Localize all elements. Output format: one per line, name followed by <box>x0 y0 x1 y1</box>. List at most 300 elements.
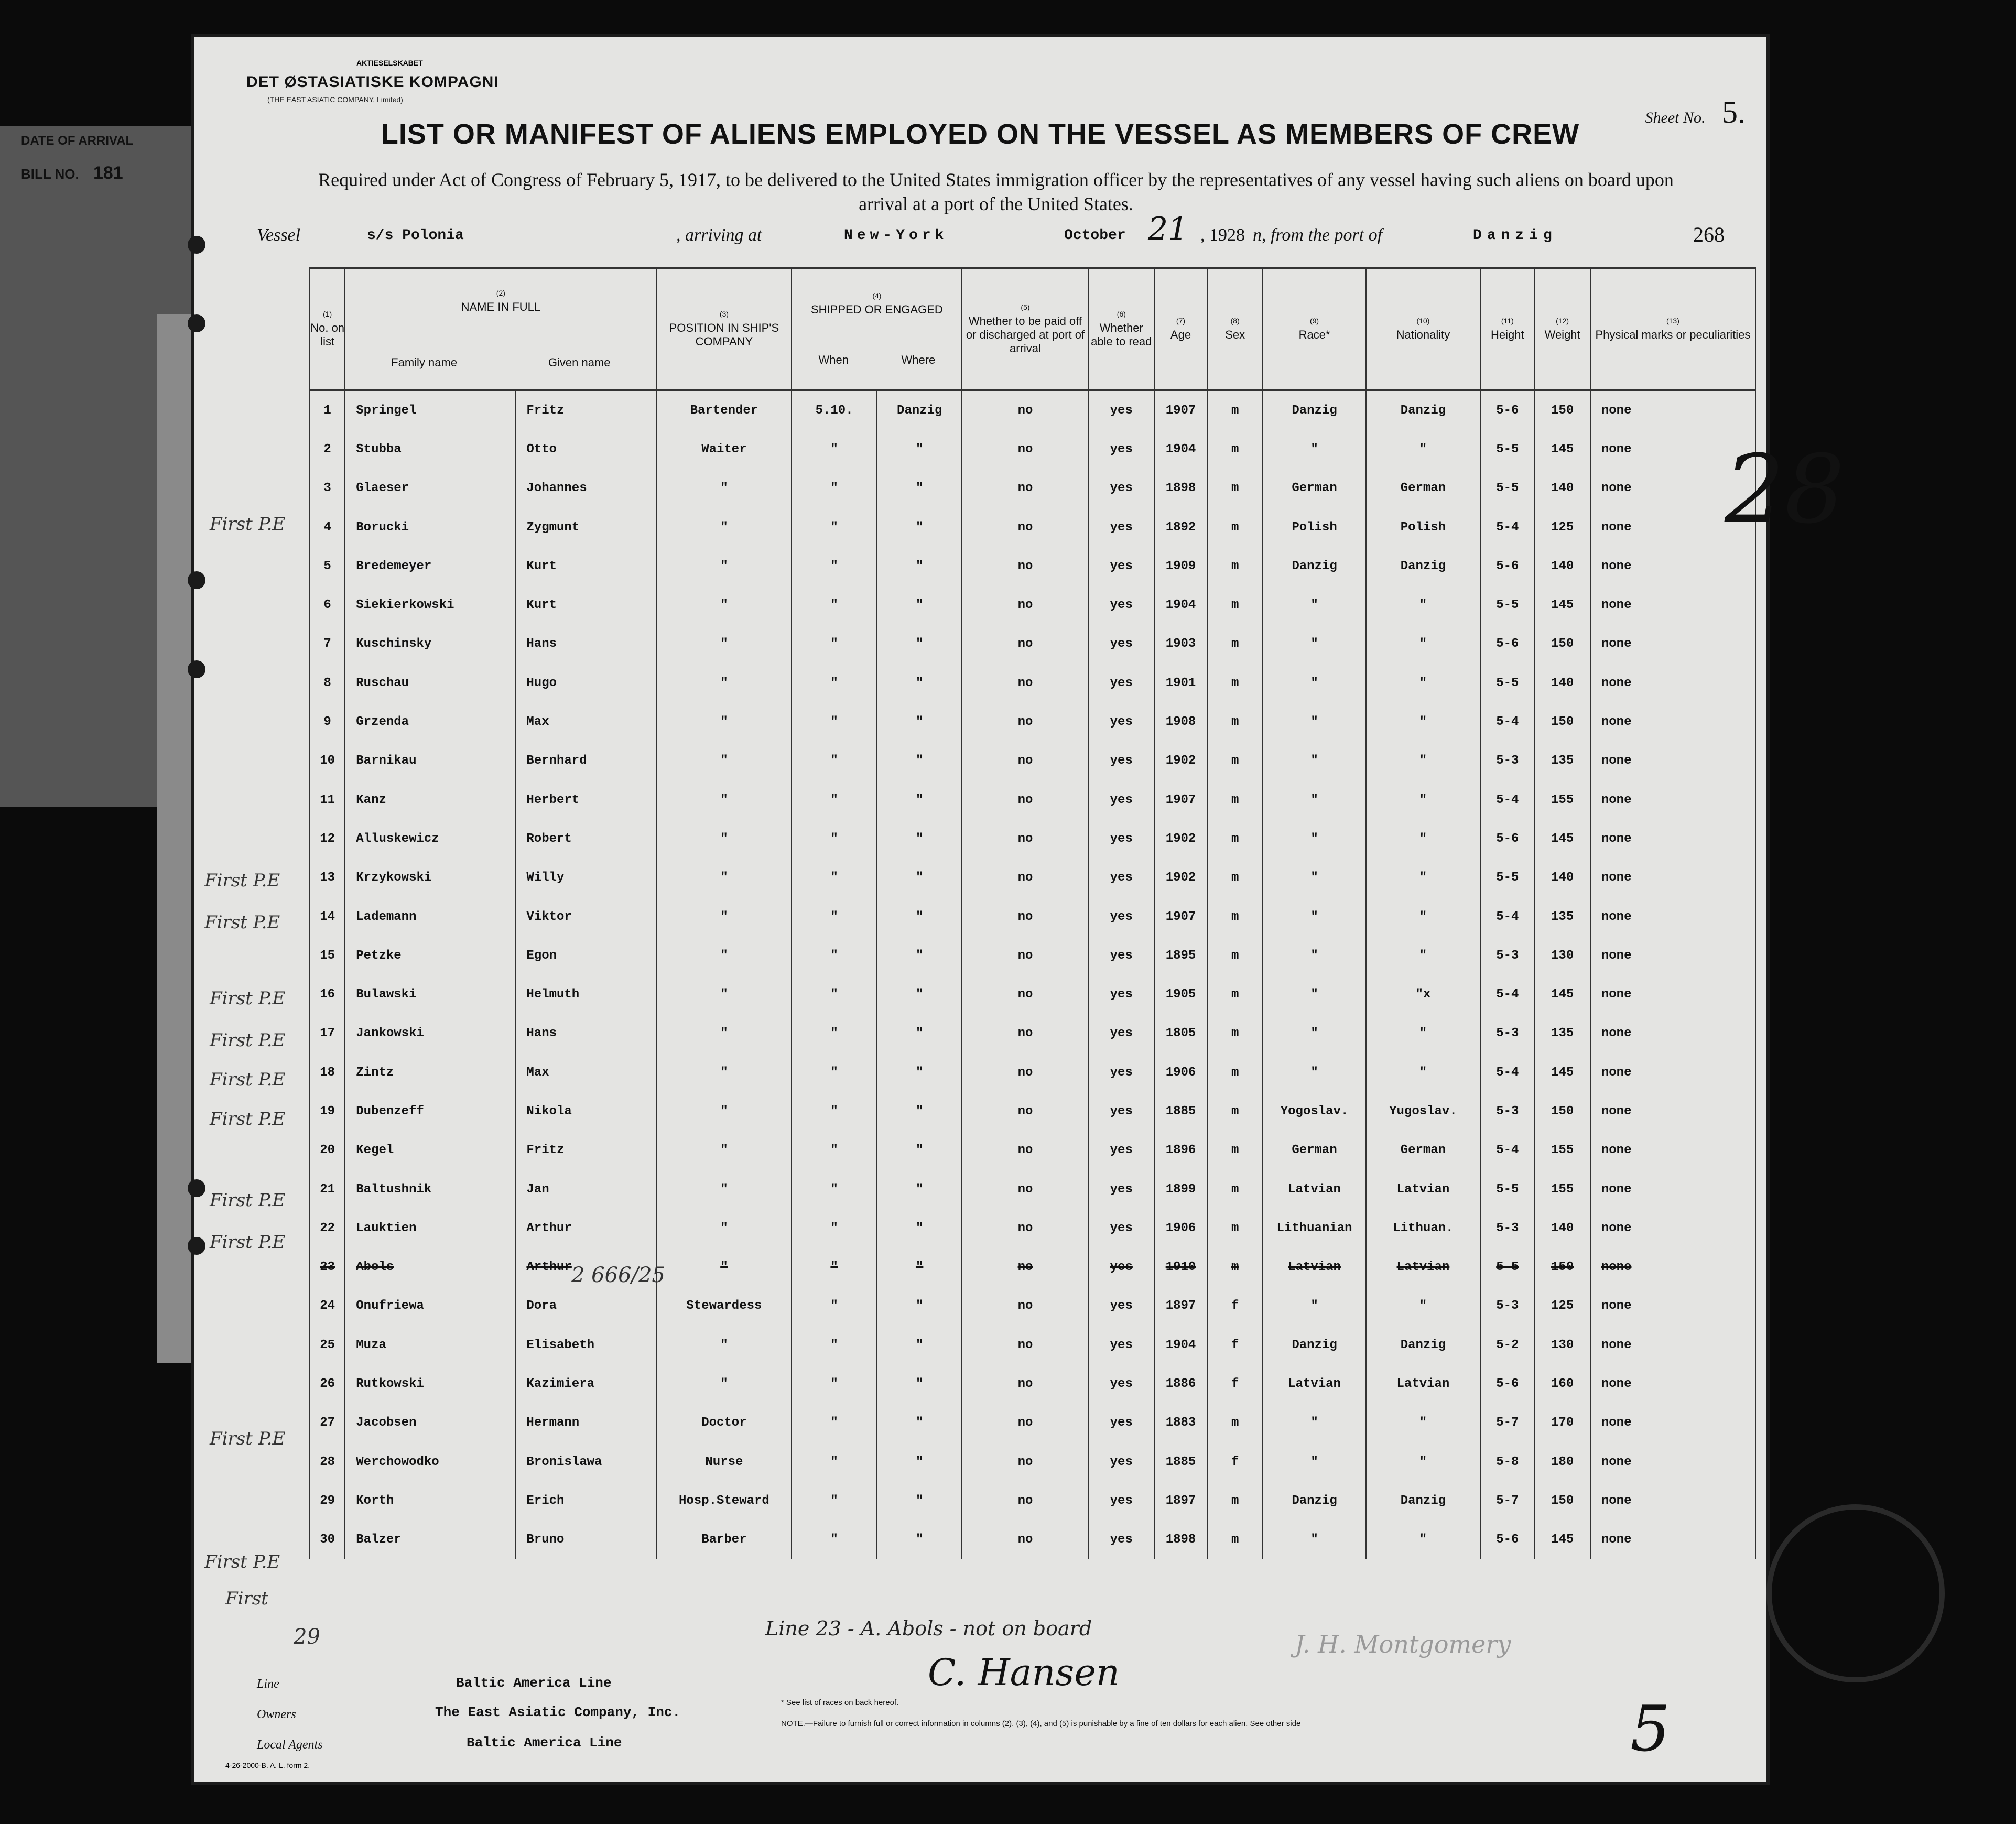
shipped-when-cell: " <box>792 547 877 585</box>
physical-marks-cell: none <box>1590 897 1755 936</box>
given-name-cell: Fritz <box>515 390 656 430</box>
weight-cell: 145 <box>1534 975 1590 1014</box>
shipped-when-cell: " <box>792 469 877 508</box>
col-subheader-given: Given name <box>548 356 611 369</box>
position-cell: " <box>656 859 792 897</box>
race-cell: " <box>1263 1442 1365 1481</box>
height-cell: 5-5 <box>1480 430 1534 469</box>
table-row <box>310 859 1755 897</box>
physical-marks-cell: none <box>1590 780 1755 819</box>
shipped-when-cell: " <box>792 702 877 741</box>
row-number-cell: 16 <box>310 975 345 1014</box>
weight-cell: 135 <box>1534 742 1590 780</box>
weight-cell: 150 <box>1534 390 1590 430</box>
paid-off-cell: no <box>962 469 1088 508</box>
punch-hole <box>188 1237 205 1255</box>
given-name-cell: Helmuth <box>515 975 656 1014</box>
nationality-cell: Yugoslav. <box>1366 1092 1481 1131</box>
family-name-cell: Kuschinsky <box>345 625 515 664</box>
weight-cell: 135 <box>1534 897 1590 936</box>
able-to-read-cell: yes <box>1088 1364 1154 1403</box>
height-cell: 5-6 <box>1480 1364 1534 1403</box>
shipped-when-cell: " <box>792 1364 877 1403</box>
nationality-cell: German <box>1366 469 1481 508</box>
shipped-where-cell: " <box>877 664 962 702</box>
paid-off-cell: no <box>962 1442 1088 1481</box>
row-number-cell: 20 <box>310 1131 345 1170</box>
age-cell: 1906 <box>1154 1053 1207 1092</box>
nationality-cell: Danzig <box>1366 1326 1481 1364</box>
row-number-cell: 22 <box>310 1209 345 1247</box>
bottom-handwritten-number: 5 <box>1630 1693 1671 1766</box>
col-header-nationality: (10) Nationality <box>1366 268 1481 390</box>
age-cell: 1898 <box>1154 1521 1207 1559</box>
family-name-cell: Glaeser <box>345 469 515 508</box>
position-cell: " <box>656 702 792 741</box>
position-cell: " <box>656 1092 792 1131</box>
row-number-cell: 27 <box>310 1404 345 1442</box>
table-row <box>310 1364 1755 1403</box>
shipped-when-cell: " <box>792 1209 877 1247</box>
table-row <box>310 1092 1755 1131</box>
height-cell: 5-6 <box>1480 819 1534 858</box>
position-cell: " <box>656 1209 792 1247</box>
signature-hansen: C. Hansen <box>928 1651 1120 1694</box>
col-subheader-family: Family name <box>391 356 458 369</box>
paid-off-cell: no <box>962 742 1088 780</box>
shipped-where-cell: " <box>877 547 962 585</box>
position-cell: Bartender <box>656 390 792 430</box>
able-to-read-cell: yes <box>1088 859 1154 897</box>
table-row <box>310 1326 1755 1364</box>
margin-note-row26: First P.E <box>210 1428 286 1449</box>
background-ring <box>1766 1504 1945 1682</box>
row-number-cell: 25 <box>310 1326 345 1364</box>
row-number-cell: 4 <box>310 508 345 547</box>
family-name-cell: Springel <box>345 390 515 430</box>
able-to-read-cell: yes <box>1088 742 1154 780</box>
position-cell: " <box>656 780 792 819</box>
family-name-cell: Lauktien <box>345 1209 515 1247</box>
shipped-where-cell: " <box>877 508 962 547</box>
weight-cell: 150 <box>1534 702 1590 741</box>
shipped-where-cell: " <box>877 975 962 1014</box>
paid-off-cell: no <box>962 1364 1088 1403</box>
physical-marks-cell: none <box>1590 625 1755 664</box>
col-header-position: (3) POSITION IN SHIP'S COMPANY <box>656 268 792 390</box>
margin-note-row3: First P.E <box>210 514 286 535</box>
position-cell: " <box>656 1131 792 1170</box>
race-cell: " <box>1263 975 1365 1014</box>
able-to-read-cell: yes <box>1088 1248 1154 1287</box>
age-cell: 1885 <box>1154 1442 1207 1481</box>
age-cell: 1902 <box>1154 859 1207 897</box>
shipped-when-cell: " <box>792 819 877 858</box>
position-cell: Nurse <box>656 1442 792 1481</box>
physical-marks-cell: none <box>1590 1014 1755 1053</box>
age-cell: 1904 <box>1154 430 1207 469</box>
position-cell: Hosp.Steward <box>656 1481 792 1520</box>
paid-off-cell: no <box>962 508 1088 547</box>
given-name-cell: Kurt <box>515 547 656 585</box>
age-cell: 1897 <box>1154 1481 1207 1520</box>
physical-marks-cell: none <box>1590 1248 1755 1287</box>
shipped-where-cell: " <box>877 1209 962 1247</box>
physical-marks-cell: none <box>1590 975 1755 1014</box>
race-cell: Latvian <box>1263 1170 1365 1209</box>
row-number-cell: 10 <box>310 742 345 780</box>
given-name-cell: Zygmunt <box>515 508 656 547</box>
col-header-race: (9) Race* <box>1263 268 1365 390</box>
shipped-where-cell: " <box>877 1053 962 1092</box>
shipped-when-cell: " <box>792 1092 877 1131</box>
given-name-cell: Dora <box>515 1287 656 1326</box>
family-name-cell: Muza <box>345 1326 515 1364</box>
family-name-cell: Barnikau <box>345 742 515 780</box>
height-cell: 5-3 <box>1480 936 1534 975</box>
family-name-cell: Balzer <box>345 1521 515 1559</box>
age-cell: 1907 <box>1154 780 1207 819</box>
given-name-cell: Bruno <box>515 1521 656 1559</box>
position-cell: " <box>656 897 792 936</box>
table-row <box>310 702 1755 741</box>
table-row <box>310 780 1755 819</box>
col-header-marks: (13) Physical marks or peculiarities <box>1590 268 1755 390</box>
nationality-cell: Danzig <box>1366 547 1481 585</box>
race-cell: " <box>1263 1404 1365 1442</box>
table-row <box>310 1209 1755 1247</box>
sex-cell: m <box>1207 1053 1263 1092</box>
nationality-cell: " <box>1366 1442 1481 1481</box>
sex-cell: m <box>1207 1209 1263 1247</box>
able-to-read-cell: yes <box>1088 1481 1154 1520</box>
paid-off-cell: no <box>962 897 1088 936</box>
company-subtitle: (THE EAST ASIATIC COMPANY, Limited) <box>267 95 403 104</box>
weight-cell: 140 <box>1534 1209 1590 1247</box>
paid-off-cell: no <box>962 1326 1088 1364</box>
table-row <box>310 1521 1755 1559</box>
row-number-cell: 7 <box>310 625 345 664</box>
family-name-cell: Krzykowski <box>345 859 515 897</box>
shipped-where-cell: " <box>877 1521 962 1559</box>
able-to-read-cell: yes <box>1088 1131 1154 1170</box>
shipped-where-cell: Danzig <box>877 390 962 430</box>
sex-cell: m <box>1207 469 1263 508</box>
able-to-read-cell: yes <box>1088 1014 1154 1053</box>
age-cell: 1885 <box>1154 1092 1207 1131</box>
sex-cell: m <box>1207 664 1263 702</box>
given-name-cell: Bronislawa <box>515 1442 656 1481</box>
margin-note-row13: First P.E <box>204 912 280 933</box>
shipped-where-cell: " <box>877 859 962 897</box>
shipped-when-cell: " <box>792 780 877 819</box>
weight-cell: 125 <box>1534 1287 1590 1326</box>
row-number-cell: 28 <box>310 1442 345 1481</box>
shipped-where-cell: " <box>877 1404 962 1442</box>
weight-cell: 125 <box>1534 508 1590 547</box>
sex-cell: m <box>1207 1481 1263 1520</box>
position-cell: " <box>656 742 792 780</box>
shipped-where-cell: " <box>877 1092 962 1131</box>
physical-marks-cell: none <box>1590 1209 1755 1247</box>
shipped-when-cell: " <box>792 664 877 702</box>
footnote-penalty: NOTE.—Failure to furnish full or correct information in columns (2), (3), (4), and (5) is punishable by a fine of ten dollars for each alien. See other side <box>781 1719 1301 1728</box>
table-row <box>310 469 1755 508</box>
margin-note-row12: First P.E <box>204 870 280 891</box>
arrival-month: October <box>1064 227 1126 244</box>
row-number-cell: 19 <box>310 1092 345 1131</box>
table-row <box>310 1287 1755 1326</box>
physical-marks-cell: none <box>1590 1364 1755 1403</box>
paid-off-cell: no <box>962 780 1088 819</box>
punch-hole <box>188 1179 205 1197</box>
age-cell: 1910 <box>1154 1248 1207 1287</box>
given-name-cell: Jan <box>515 1170 656 1209</box>
able-to-read-cell: yes <box>1088 780 1154 819</box>
nationality-cell: " <box>1366 742 1481 780</box>
weight-cell: 160 <box>1534 1364 1590 1403</box>
col-header-read: (6) Whether able to read <box>1088 268 1154 390</box>
race-cell: " <box>1263 897 1365 936</box>
page-stamp-number: 268 <box>1693 223 1725 246</box>
shipped-where-cell: " <box>877 625 962 664</box>
weight-cell: 145 <box>1534 1521 1590 1559</box>
age-cell: 1906 <box>1154 1209 1207 1247</box>
nationality-cell: " <box>1366 819 1481 858</box>
family-name-cell: Baltushnik <box>345 1170 515 1209</box>
margin-note-row16: First P.E <box>210 1030 286 1051</box>
crew-manifest-table <box>309 267 1756 1559</box>
weight-cell: 145 <box>1534 819 1590 858</box>
weight-cell: 145 <box>1534 1053 1590 1092</box>
race-cell: " <box>1263 702 1365 741</box>
position-cell: " <box>656 1248 792 1287</box>
table-row <box>310 1481 1755 1520</box>
race-cell: Danzig <box>1263 390 1365 430</box>
age-cell: 1883 <box>1154 1404 1207 1442</box>
position-cell: Waiter <box>656 430 792 469</box>
able-to-read-cell: yes <box>1088 1170 1154 1209</box>
physical-marks-cell: none <box>1590 1287 1755 1326</box>
age-cell: 1892 <box>1154 508 1207 547</box>
paid-off-cell: no <box>962 1092 1088 1131</box>
table-row <box>310 1014 1755 1053</box>
physical-marks-cell: none <box>1590 1170 1755 1209</box>
physical-marks-cell: none <box>1590 859 1755 897</box>
col-header-age: (7) Age <box>1154 268 1207 390</box>
physical-marks-cell: none <box>1590 1131 1755 1170</box>
weight-cell: 135 <box>1534 1014 1590 1053</box>
position-cell: Barber <box>656 1521 792 1559</box>
family-name-cell: Werchowodko <box>345 1442 515 1481</box>
nationality-cell: Latvian <box>1366 1248 1481 1287</box>
height-cell: 5-5 <box>1480 1170 1534 1209</box>
row-number-cell: 2 <box>310 430 345 469</box>
weight-cell: 130 <box>1534 936 1590 975</box>
sheet-label: Sheet No. <box>1645 109 1706 126</box>
paid-off-cell: no <box>962 936 1088 975</box>
sex-cell: m <box>1207 1521 1263 1559</box>
able-to-read-cell: yes <box>1088 1092 1154 1131</box>
race-cell: " <box>1263 780 1365 819</box>
weight-cell: 140 <box>1534 469 1590 508</box>
race-cell: " <box>1263 625 1365 664</box>
physical-marks-cell: none <box>1590 1092 1755 1131</box>
height-cell: 5-4 <box>1480 780 1534 819</box>
col-header-sex: (8) Sex <box>1207 268 1263 390</box>
given-name-cell: Elisabeth <box>515 1326 656 1364</box>
sex-cell: m <box>1207 975 1263 1014</box>
height-cell: 5-6 <box>1480 1521 1534 1559</box>
sex-cell: m <box>1207 625 1263 664</box>
table-row <box>310 547 1755 585</box>
age-cell: 1902 <box>1154 819 1207 858</box>
physical-marks-cell: none <box>1590 1053 1755 1092</box>
paid-off-cell: no <box>962 1131 1088 1170</box>
table-row <box>310 742 1755 780</box>
family-name-cell: Alluskewicz <box>345 819 515 858</box>
race-cell: Lithuanian <box>1263 1209 1365 1247</box>
able-to-read-cell: yes <box>1088 664 1154 702</box>
sex-cell: m <box>1207 1131 1263 1170</box>
race-cell: Latvian <box>1263 1364 1365 1403</box>
age-cell: 1901 <box>1154 664 1207 702</box>
row-number-cell: 1 <box>310 390 345 430</box>
manifest-footer <box>236 1667 1704 1772</box>
margin-note-row29: First P.E <box>204 1551 280 1572</box>
height-cell: 5-5 <box>1480 585 1534 624</box>
punch-hole <box>188 236 205 254</box>
given-name-cell: Max <box>515 702 656 741</box>
physical-marks-cell: none <box>1590 508 1755 547</box>
nationality-cell: " <box>1366 1014 1481 1053</box>
position-cell: " <box>656 975 792 1014</box>
signature-montgomery: J. H. Montgomery <box>1295 1630 1511 1658</box>
shipped-when-cell: " <box>792 1442 877 1481</box>
col-header-no: (1) No. on list <box>310 268 345 390</box>
able-to-read-cell: yes <box>1088 1521 1154 1559</box>
family-name-cell: Abols <box>345 1248 515 1287</box>
nationality-cell: " <box>1366 702 1481 741</box>
height-cell: 5-6 <box>1480 390 1534 430</box>
owners-value: The East Asiatic Company, Inc. <box>435 1704 681 1720</box>
age-cell: 1908 <box>1154 702 1207 741</box>
line-value: Baltic America Line <box>456 1675 612 1691</box>
able-to-read-cell: yes <box>1088 469 1154 508</box>
paid-off-cell: no <box>962 1014 1088 1053</box>
shipped-where-cell: " <box>877 469 962 508</box>
col-subheader-where: Where <box>901 353 936 366</box>
row-number-cell: 24 <box>310 1287 345 1326</box>
shipped-when-cell: " <box>792 936 877 975</box>
vessel-name: s/s Polonia <box>367 227 464 244</box>
row-number-cell: 26 <box>310 1364 345 1403</box>
family-name-cell: Jacobsen <box>345 1404 515 1442</box>
sex-cell: f <box>1207 1364 1263 1403</box>
given-name-cell: Bernhard <box>515 742 656 780</box>
sex-cell: m <box>1207 936 1263 975</box>
weight-cell: 150 <box>1534 1481 1590 1520</box>
given-name-cell: Robert <box>515 819 656 858</box>
family-name-cell: Bredemeyer <box>345 547 515 585</box>
arrival-port: New-York <box>844 227 948 244</box>
document-title: LIST OR MANIFEST OF ALIENS EMPLOYED ON THE VESSEL AS MEMBERS OF CREW <box>381 118 1580 150</box>
given-name-cell: Fritz <box>515 1131 656 1170</box>
sex-cell: f <box>1207 1326 1263 1364</box>
family-name-cell: Korth <box>345 1481 515 1520</box>
family-name-cell: Siekierkowski <box>345 585 515 624</box>
able-to-read-cell: yes <box>1088 430 1154 469</box>
paid-off-cell: no <box>962 1287 1088 1326</box>
margin-note-row18: First P.E <box>210 1109 286 1130</box>
given-name-cell: Otto <box>515 430 656 469</box>
shipped-where-cell: " <box>877 780 962 819</box>
race-cell: " <box>1263 1287 1365 1326</box>
race-cell: Danzig <box>1263 547 1365 585</box>
paid-off-cell: no <box>962 585 1088 624</box>
weight-cell: 150 <box>1534 1092 1590 1131</box>
height-cell: 5-4 <box>1480 897 1534 936</box>
paid-off-cell: no <box>962 430 1088 469</box>
height-cell: 5-4 <box>1480 702 1534 741</box>
height-cell: 5-7 <box>1480 1404 1534 1442</box>
nationality-cell: Polish <box>1366 508 1481 547</box>
nationality-cell: " <box>1366 780 1481 819</box>
position-cell: " <box>656 819 792 858</box>
age-cell: 1886 <box>1154 1364 1207 1403</box>
physical-marks-cell: none <box>1590 469 1755 508</box>
table-row <box>310 897 1755 936</box>
row-number-cell: 6 <box>310 585 345 624</box>
shipped-when-cell: " <box>792 508 877 547</box>
age-cell: 1896 <box>1154 1131 1207 1170</box>
physical-marks-cell: none <box>1590 1442 1755 1481</box>
margin-note-row17: First P.E <box>210 1069 286 1090</box>
position-cell: " <box>656 1326 792 1364</box>
sex-cell: m <box>1207 742 1263 780</box>
nationality-cell: " <box>1366 897 1481 936</box>
given-name-cell: Hans <box>515 1014 656 1053</box>
table-row <box>310 1053 1755 1092</box>
row-number-cell: 8 <box>310 664 345 702</box>
able-to-read-cell: yes <box>1088 1326 1154 1364</box>
physical-marks-cell: none <box>1590 1481 1755 1520</box>
height-cell: 5-6 <box>1480 625 1534 664</box>
row-number-cell: 23 <box>310 1248 345 1287</box>
given-name-cell: Viktor <box>515 897 656 936</box>
col-header-weight: (12) Weight <box>1534 268 1590 390</box>
table-header-row <box>310 268 1755 390</box>
shipped-where-cell: " <box>877 702 962 741</box>
height-cell: 5-3 <box>1480 1209 1534 1247</box>
family-name-cell: Lademann <box>345 897 515 936</box>
height-cell: 5-3 <box>1480 1287 1534 1326</box>
height-cell: 5-5 <box>1480 859 1534 897</box>
margin-note-row20: First P.E <box>210 1190 286 1211</box>
family-name-cell: Stubba <box>345 430 515 469</box>
given-name-cell: Arthur <box>515 1209 656 1247</box>
sex-cell: f <box>1207 1287 1263 1326</box>
position-cell: Stewardess <box>656 1287 792 1326</box>
shipped-when-cell: " <box>792 1481 877 1520</box>
row-number-cell: 30 <box>310 1521 345 1559</box>
given-name-cell: Hermann <box>515 1404 656 1442</box>
table-row <box>310 508 1755 547</box>
physical-marks-cell: none <box>1590 1404 1755 1442</box>
able-to-read-cell: yes <box>1088 508 1154 547</box>
race-cell: " <box>1263 936 1365 975</box>
nationality-cell: Lithuan. <box>1366 1209 1481 1247</box>
